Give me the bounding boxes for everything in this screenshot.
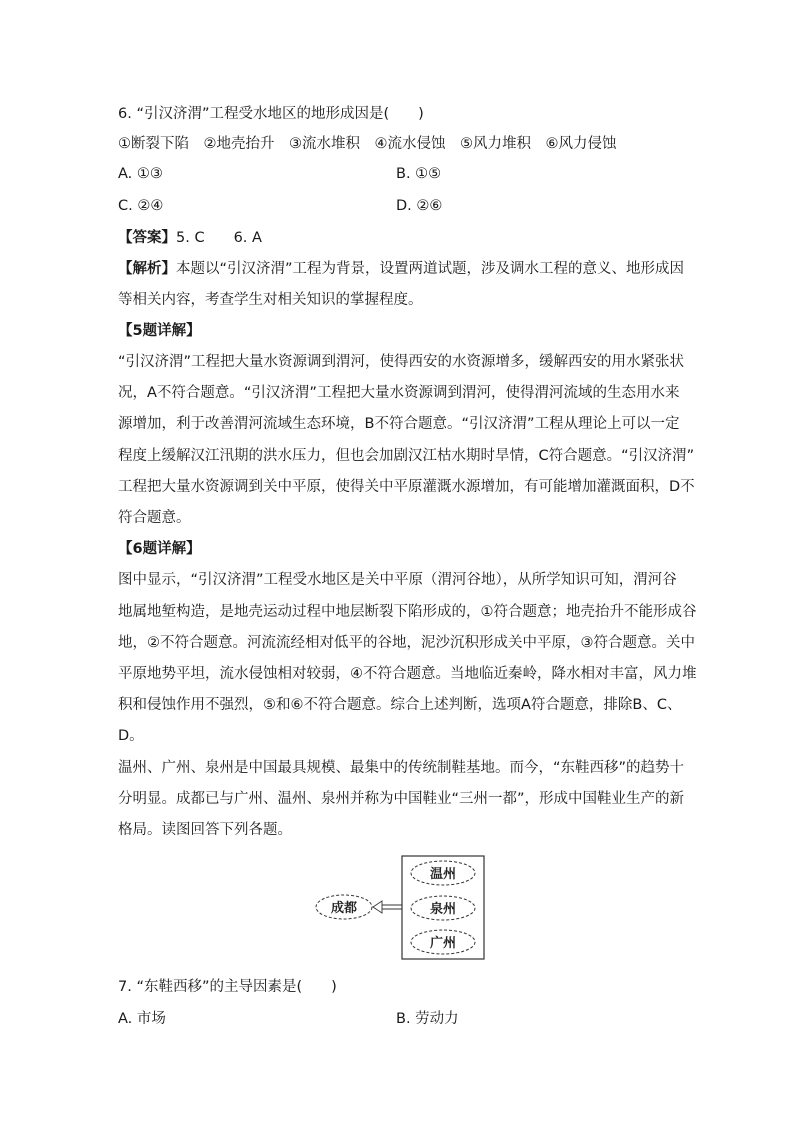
q6-option-b: B. ①⑤	[396, 166, 442, 182]
q7-stem: 7. “东鞋西移”的主导因素是( )	[118, 979, 337, 995]
detail5-heading: 【5题详解】	[118, 323, 201, 339]
arrow-head-icon	[373, 901, 382, 913]
shoe-migration-diagram	[314, 855, 486, 960]
detail5-line: 况，A不符合题意。“引汉济渭”工程把大量水资源调到渭河，使得渭河流域的生态用水来	[118, 385, 680, 401]
answer-row	[118, 228, 262, 248]
detail5-line: 程度上缓解汉江汛期的洪水压力，但也会加剧汉江枯水期时旱情，C符合题意。“引汉济渭”	[118, 448, 695, 464]
q7-option-a: A. 市场	[118, 1011, 166, 1027]
analysis-row	[118, 259, 684, 279]
intro-line: 格局。读图回答下列各题。	[118, 822, 292, 838]
detail6-line: D。	[118, 728, 144, 744]
guangzhou-label: 广州	[429, 936, 457, 951]
q6-option-c: C. ②④	[118, 198, 164, 214]
detail6-line: 平原地势平坦，流水侵蚀相对较弱，④不符合题意。当地临近秦岭，降水相对丰富，风力堆	[118, 666, 697, 682]
answer-label: 【答案】	[118, 230, 176, 246]
detail5-line: 源增加，利于改善渭河流域生态环境，B不符合题意。“引汉济渭”工程从理论上可以一定	[118, 416, 680, 432]
detail5-line: 工程把大量水资源调到关中平原，使得关中平原灌溉水源增加，有可能增加灌溉面积，D不	[118, 479, 695, 495]
q6-option-d: D. ②⑥	[396, 198, 443, 214]
quanzhou-label: 泉州	[429, 902, 457, 917]
detail6-heading: 【6题详解】	[118, 541, 201, 557]
answer-text: 5. C 6. A	[176, 230, 262, 246]
analysis-line-1: 本题以“引汉济渭”工程为背景，设置两道试题，涉及调水工程的意义、地形成因	[176, 261, 685, 277]
detail6-line: 地属地堑构造，是地壳运动过程中地层断裂下陷形成的，①符合题意；地壳抬升不能形成谷	[118, 604, 697, 620]
q6-option-a: A. ①③	[118, 166, 163, 182]
detail5-line: 符合题意。	[118, 510, 191, 526]
chengdu-label: 成都	[330, 901, 358, 916]
q6-choices: ①断裂下陷 ②地壳抬升 ③流水堆积 ④流水侵蚀 ⑤风力堆积 ⑥风力侵蚀	[118, 136, 617, 152]
detail6-line: 地，②不符合题意。河流流经相对低平的谷地，泥沙沉积形成关中平原，③符合题意。关中	[118, 635, 695, 651]
intro-line: 分明显。成都已与广州、温州、泉州并称为中国鞋业“三州一都”，形成中国鞋业生产的新	[118, 791, 685, 807]
q7-option-b: B. 劳动力	[396, 1011, 459, 1027]
intro-line: 温州、广州、泉州是中国最具规模、最集中的传统制鞋基地。而今，“东鞋西移”的趋势十	[118, 760, 685, 776]
detail5-line: “引汉济渭”工程把大量水资源调到渭河，使得西安的水资源增多，缓解西安的用水紧张状	[118, 354, 685, 370]
detail6-line: 积和侵蚀作用不强烈，⑤和⑥不符合题意。综合上述判断，选项A符合题意，排除B、C、	[118, 697, 682, 713]
q6-stem: 6. “引汉济渭”工程受水地区的地形成因是( )	[118, 106, 424, 122]
analysis-label: 【解析】	[118, 261, 176, 277]
wenzhou-label: 温州	[429, 867, 457, 882]
analysis-line-2: 等相关内容，考查学生对相关知识的掌握程度。	[118, 292, 423, 308]
detail6-line: 图中显示，“引汉济渭”工程受水地区是关中平原（渭河谷地），从所学知识可知，渭河谷	[118, 572, 677, 588]
